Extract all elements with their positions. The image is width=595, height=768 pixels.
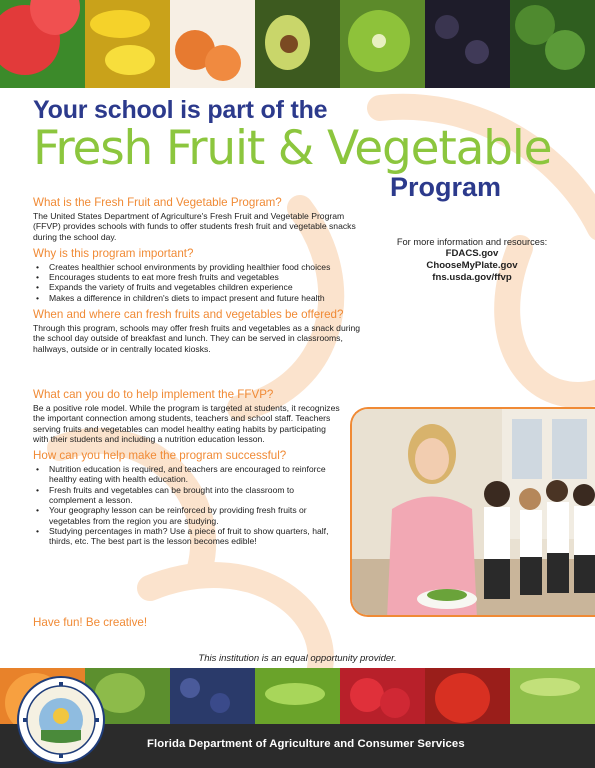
yellow-squash-photo <box>85 0 170 88</box>
list-item: • Nutrition education is required, and teachers are encouraged to reinforce healthy eating with health education. <box>33 464 343 485</box>
link-choosemyplate[interactable]: ChooseMyPlate.gov <box>426 260 518 271</box>
classroom-photo <box>350 407 595 617</box>
list-item: • Fresh fruits and vegetables can be brought into the classroom to complement a lesson. <box>33 485 343 506</box>
section-heading-when: When and where can fresh fruits and vegetables be offered? <box>33 308 344 322</box>
classroom-illustration <box>352 409 595 617</box>
section-body-help: Be a positive role model. While the program is targeted at students, it recognizes the important connection among students, teachers and school staff. Teachers serving fruits and vegetables can model healthy eating habits by participating with their students and including a nutrition education lesson. <box>33 403 340 444</box>
section-body-when: Through this program, schools may offer fresh fruits and vegetables as a snack during the school day outside of breakfast and lunch. They can be served in classrooms, hallways, outside or in centrally located kiosks. <box>33 323 361 354</box>
success-list <box>33 464 343 546</box>
peas-photo <box>255 668 340 724</box>
strawberry-photo <box>340 668 425 724</box>
celery-photo <box>510 668 595 724</box>
list-item: • Expands the variety of fruits and vegetables children experience <box>33 282 363 292</box>
section-body-what: The United States Department of Agriculture's Fresh Fruit and Vegetable Program (FFVP) provides schools with funds to offer students fresh fruit and vegetable snacks during the school day. <box>33 211 356 242</box>
list-item: • Studying percentages in math? Use a piece of fruit to show quarters, half, thirds, etc. The best part is the lesson becomes edible! <box>33 526 343 547</box>
headline-line-2: Fresh Fruit & Vegetable <box>33 121 552 176</box>
broccoli-photo <box>510 0 595 88</box>
closing-text: Have fun! Be creative! <box>33 616 148 629</box>
tomato-photo <box>425 668 510 724</box>
list-item: • Your geography lesson can be reinforced by providing fresh fruits or vegetables from the region you are studying. <box>33 505 343 526</box>
list-item: • Encourages students to eat more fresh fruits and vegetables <box>33 272 363 282</box>
section-heading-why: Why is this program important? <box>33 246 194 260</box>
headline-line-1: Your school is part of the <box>33 96 328 124</box>
kiwi-photo <box>340 0 425 88</box>
more-info-block <box>372 236 572 284</box>
content-lower <box>33 388 343 547</box>
content-upper <box>33 196 363 354</box>
headline-line-3: Program <box>390 172 502 202</box>
equal-opportunity-statement: This institution is an equal opportunity provider. <box>198 653 397 664</box>
blackberry-photo <box>425 0 510 88</box>
link-fns-usda[interactable]: fns.usda.gov/ffvp <box>432 272 512 283</box>
list-item: • Creates healthier school environments by providing healthier food choices <box>33 262 363 272</box>
blueberry-photo <box>170 668 255 724</box>
section-heading-help: What can you do to help implement the FFVP? <box>33 388 274 401</box>
footer-agency-name: Florida Department of Agriculture and Consumer Services <box>147 738 465 750</box>
section-heading-what: What is the Fresh Fruit and Vegetable Program? <box>33 196 282 209</box>
department-seal-logo <box>17 676 105 764</box>
watermelon-photo <box>0 0 85 88</box>
sweet-potato-photo <box>170 0 255 88</box>
link-fdacs[interactable]: FDACS.gov <box>445 248 499 259</box>
list-item: • Makes a difference in children's diets to impact present and future health <box>33 293 363 303</box>
more-info-intro: For more information and resources: <box>396 237 548 247</box>
why-list <box>33 262 363 303</box>
avocado-photo <box>255 0 340 88</box>
top-produce-banner <box>0 0 595 88</box>
section-heading-success: How can you help make the program successful? <box>33 449 287 463</box>
